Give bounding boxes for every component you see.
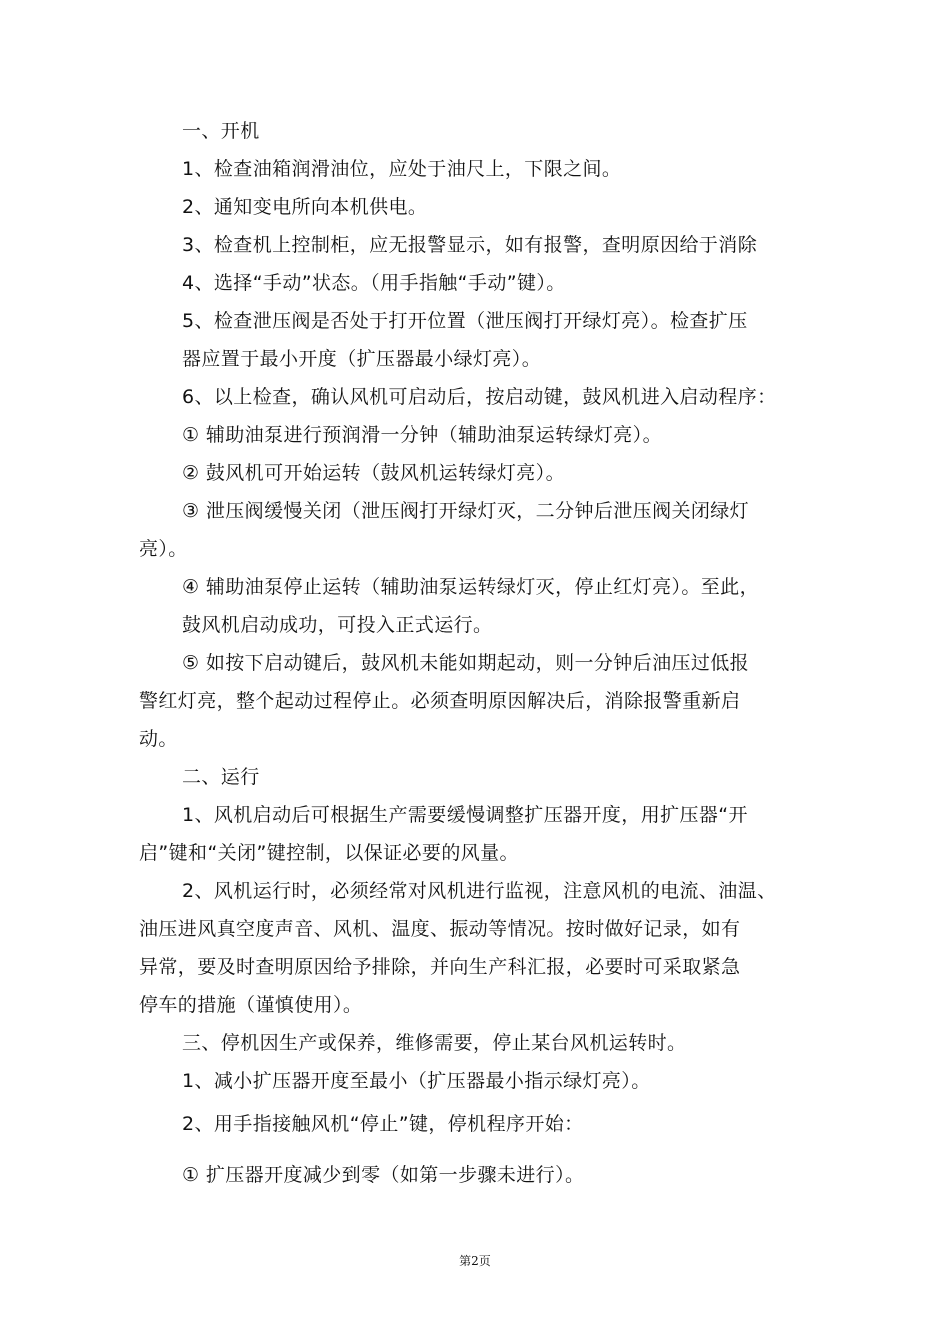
paragraph-line: 3、检查机上控制柜，应无报警显示，如有报警，查明原因给于消除 — [182, 234, 758, 256]
list-item-step-5: ⑤ 如按下启动键后，鼓风机未能如期起动，则一分钟后油压过低报 — [182, 652, 750, 674]
paragraph-line: 器应置于最小开度（扩压器最小绿灯亮）。 — [182, 348, 542, 370]
paragraph-line: 警红灯亮，整个起动过程停止。必须查明原因解决后，消除报警重新启 — [139, 690, 741, 712]
list-item-step-4: ④ 辅助油泵停止运转（辅助油泵运转绿灯灭，停止红灯亮）。至此， — [182, 576, 759, 598]
paragraph-line: 2、用手指接触风机“停止”键，停机程序开始： — [182, 1113, 584, 1135]
paragraph-line: 油压进风真空度声音、风机、温度、振动等情况。按时做好记录，如有 — [139, 918, 741, 940]
paragraph-line: 异常，要及时查明原因给予排除，并向生产科汇报，必要时可采取紧急 — [139, 956, 741, 978]
paragraph-line: 启”键和“关闭”键控制，以保证必要的风量。 — [139, 842, 519, 864]
paragraph-line: 鼓风机启动成功，可投入正式运行。 — [182, 614, 493, 636]
list-item-step-1: ① 辅助油泵进行预润滑一分钟（辅助油泵运转绿灯亮）。 — [182, 424, 662, 446]
paragraph-line: 2、风机运行时，必须经常对风机进行监视，注意风机的电流、油温、 — [182, 880, 777, 902]
paragraph-line: 2、通知变电所向本机供电。 — [182, 196, 428, 218]
paragraph-line: 停车的措施（谨慎使用）。 — [139, 994, 363, 1016]
section-heading-shutdown: 三、停机因生产或保养，维修需要，停止某台风机运转时。 — [182, 1032, 687, 1054]
paragraph-line: 5、检查泄压阀是否处于打开位置（泄压阀打开绿灯亮）。检查扩压 — [182, 310, 748, 332]
paragraph-line: 动。 — [139, 728, 178, 750]
paragraph-line: 亮）。 — [139, 538, 188, 560]
section-heading-startup: 一、开机 — [182, 120, 260, 142]
list-item-step-3: ③ 泄压阀缓慢关闭（泄压阀打开绿灯灭，二分钟后泄压阀关闭绿灯 — [182, 500, 750, 522]
paragraph-line: 1、风机启动后可根据生产需要缓慢调整扩压器开度，用扩压器“开 — [182, 804, 748, 826]
paragraph-line: 1、检查油箱润滑油位，应处于油尺上，下限之间。 — [182, 158, 622, 180]
section-heading-operation: 二、运行 — [182, 766, 260, 788]
page-number: 第2页 — [459, 1254, 491, 1268]
list-item-step-2: ② 鼓风机可开始运转（鼓风机运转绿灯亮）。 — [182, 462, 565, 484]
paragraph-line: 4、选择“手动”状态。（用手指触“手动”键）。 — [182, 272, 566, 294]
list-item-shutdown-step-1: ① 扩压器开度减少到零（如第一步骤未进行）。 — [182, 1164, 585, 1186]
paragraph-line: 6、以上检查，确认风机可启动后，按启动键，鼓风机进入启动程序： — [182, 386, 777, 408]
paragraph-line: 1、减小扩压器开度至最小（扩压器最小指示绿灯亮）。 — [182, 1070, 651, 1092]
